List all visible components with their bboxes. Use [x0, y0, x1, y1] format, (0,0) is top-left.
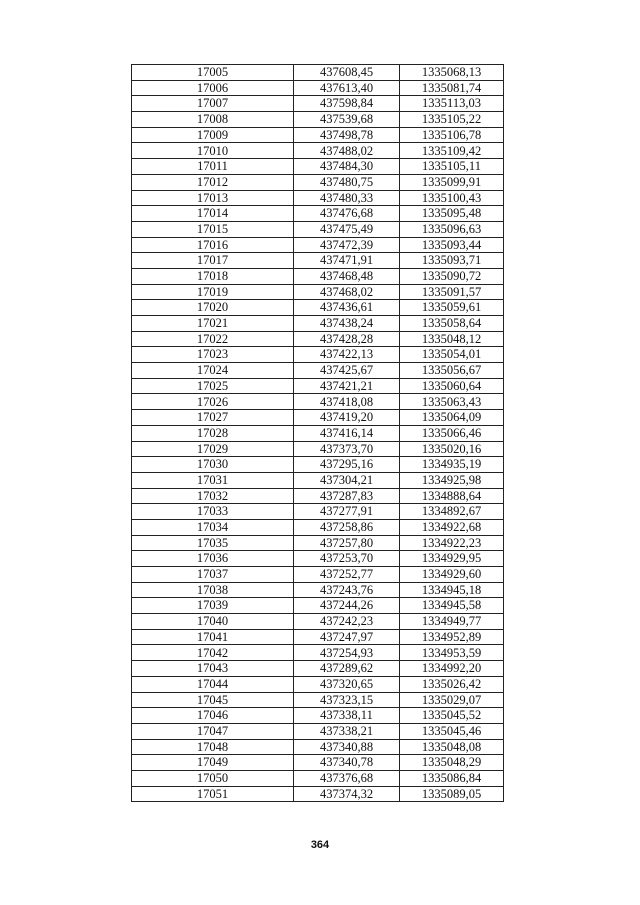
table-row	[132, 457, 504, 473]
y-coordinate-cell: 1335020,16	[400, 441, 504, 457]
point-number-cell: 17011	[132, 159, 294, 175]
x-coordinate-cell: 437244,26	[294, 598, 400, 614]
table-row	[132, 347, 504, 363]
x-coordinate-cell: 437304,21	[294, 472, 400, 488]
point-number-cell: 17006	[132, 80, 294, 96]
y-coordinate-cell: 1335109,42	[400, 143, 504, 159]
x-coordinate-cell: 437419,20	[294, 410, 400, 426]
table-row	[132, 770, 504, 786]
point-number-cell: 17050	[132, 770, 294, 786]
table-row	[132, 80, 504, 96]
point-number-cell: 17031	[132, 472, 294, 488]
y-coordinate-cell: 1335105,22	[400, 112, 504, 128]
x-coordinate-cell: 437498,78	[294, 127, 400, 143]
point-number-cell: 17023	[132, 347, 294, 363]
table-row	[132, 410, 504, 426]
point-number-cell: 17027	[132, 410, 294, 426]
x-coordinate-cell: 437488,02	[294, 143, 400, 159]
point-number-cell: 17021	[132, 316, 294, 332]
x-coordinate-cell: 437468,48	[294, 268, 400, 284]
x-coordinate-cell: 437258,86	[294, 519, 400, 535]
point-number-cell: 17051	[132, 786, 294, 802]
point-number-cell: 17029	[132, 441, 294, 457]
table-row	[132, 112, 504, 128]
x-coordinate-cell: 437320,65	[294, 676, 400, 692]
x-coordinate-cell: 437254,93	[294, 645, 400, 661]
x-coordinate-cell: 437438,24	[294, 316, 400, 332]
y-coordinate-cell: 1335099,91	[400, 174, 504, 190]
point-number-cell: 17045	[132, 692, 294, 708]
y-coordinate-cell: 1335059,61	[400, 300, 504, 316]
x-coordinate-cell: 437484,30	[294, 159, 400, 175]
y-coordinate-cell: 1335048,12	[400, 331, 504, 347]
point-number-cell: 17012	[132, 174, 294, 190]
y-coordinate-cell: 1334925,98	[400, 472, 504, 488]
point-number-cell: 17042	[132, 645, 294, 661]
x-coordinate-cell: 437422,13	[294, 347, 400, 363]
table-row	[132, 441, 504, 457]
point-number-cell: 17014	[132, 206, 294, 222]
table-row	[132, 127, 504, 143]
y-coordinate-cell: 1335029,07	[400, 692, 504, 708]
y-coordinate-cell: 1335045,46	[400, 723, 504, 739]
point-number-cell: 17017	[132, 253, 294, 269]
x-coordinate-cell: 437613,40	[294, 80, 400, 96]
x-coordinate-cell: 437471,91	[294, 253, 400, 269]
table-row	[132, 96, 504, 112]
x-coordinate-cell: 437338,11	[294, 708, 400, 724]
table-row	[132, 206, 504, 222]
table-row	[132, 174, 504, 190]
x-coordinate-cell: 437598,84	[294, 96, 400, 112]
point-number-cell: 17028	[132, 425, 294, 441]
y-coordinate-cell: 1335026,42	[400, 676, 504, 692]
y-coordinate-cell: 1335068,13	[400, 65, 504, 81]
x-coordinate-cell: 437472,39	[294, 237, 400, 253]
point-number-cell: 17036	[132, 551, 294, 567]
table-row	[132, 253, 504, 269]
point-number-cell: 17044	[132, 676, 294, 692]
y-coordinate-cell: 1335086,84	[400, 770, 504, 786]
y-coordinate-cell: 1335106,78	[400, 127, 504, 143]
x-coordinate-cell: 437373,70	[294, 441, 400, 457]
table-row	[132, 143, 504, 159]
x-coordinate-cell: 437418,08	[294, 394, 400, 410]
point-number-cell: 17022	[132, 331, 294, 347]
x-coordinate-cell: 437287,83	[294, 488, 400, 504]
point-number-cell: 17009	[132, 127, 294, 143]
table-row	[132, 567, 504, 583]
y-coordinate-cell: 1335113,03	[400, 96, 504, 112]
point-number-cell: 17008	[132, 112, 294, 128]
table-row	[132, 190, 504, 206]
y-coordinate-cell: 1335093,44	[400, 237, 504, 253]
point-number-cell: 17038	[132, 582, 294, 598]
table-row	[132, 661, 504, 677]
table-row	[132, 316, 504, 332]
x-coordinate-cell: 437289,62	[294, 661, 400, 677]
y-coordinate-cell: 1335064,09	[400, 410, 504, 426]
y-coordinate-cell: 1334945,58	[400, 598, 504, 614]
point-number-cell: 17035	[132, 535, 294, 551]
point-number-cell: 17046	[132, 708, 294, 724]
point-number-cell: 17026	[132, 394, 294, 410]
y-coordinate-cell: 1334892,67	[400, 504, 504, 520]
point-number-cell: 17040	[132, 614, 294, 630]
x-coordinate-cell: 437374,32	[294, 786, 400, 802]
point-number-cell: 17048	[132, 739, 294, 755]
table-row	[132, 65, 504, 81]
y-coordinate-cell: 1334888,64	[400, 488, 504, 504]
y-coordinate-cell: 1334949,77	[400, 614, 504, 630]
point-number-cell: 17024	[132, 363, 294, 379]
table-row	[132, 394, 504, 410]
table-row	[132, 614, 504, 630]
point-number-cell: 17005	[132, 65, 294, 81]
y-coordinate-cell: 1334953,59	[400, 645, 504, 661]
point-number-cell: 17016	[132, 237, 294, 253]
point-number-cell: 17018	[132, 268, 294, 284]
x-coordinate-cell: 437480,75	[294, 174, 400, 190]
x-coordinate-cell: 437295,16	[294, 457, 400, 473]
table-row	[132, 504, 504, 520]
table-row	[132, 535, 504, 551]
table-row	[132, 378, 504, 394]
x-coordinate-cell: 437425,67	[294, 363, 400, 379]
point-number-cell: 17013	[132, 190, 294, 206]
table-row	[132, 598, 504, 614]
x-coordinate-cell: 437476,68	[294, 206, 400, 222]
table-row	[132, 629, 504, 645]
point-number-cell: 17019	[132, 284, 294, 300]
x-coordinate-cell: 437277,91	[294, 504, 400, 520]
y-coordinate-cell: 1334992,20	[400, 661, 504, 677]
table-row	[132, 488, 504, 504]
table-row	[132, 159, 504, 175]
y-coordinate-cell: 1335096,63	[400, 221, 504, 237]
point-number-cell: 17037	[132, 567, 294, 583]
x-coordinate-cell: 437608,45	[294, 65, 400, 81]
x-coordinate-cell: 437428,28	[294, 331, 400, 347]
table-row	[132, 519, 504, 535]
table-row	[132, 582, 504, 598]
y-coordinate-cell: 1334952,89	[400, 629, 504, 645]
y-coordinate-cell: 1335095,48	[400, 206, 504, 222]
y-coordinate-cell: 1335091,57	[400, 284, 504, 300]
point-number-cell: 17047	[132, 723, 294, 739]
y-coordinate-cell: 1334945,18	[400, 582, 504, 598]
x-coordinate-cell: 437340,78	[294, 755, 400, 771]
x-coordinate-cell: 437257,80	[294, 535, 400, 551]
point-number-cell: 17010	[132, 143, 294, 159]
table-row	[132, 551, 504, 567]
y-coordinate-cell: 1335089,05	[400, 786, 504, 802]
x-coordinate-cell: 437243,76	[294, 582, 400, 598]
y-coordinate-cell: 1335093,71	[400, 253, 504, 269]
point-number-cell: 17007	[132, 96, 294, 112]
table-row	[132, 676, 504, 692]
x-coordinate-cell: 437539,68	[294, 112, 400, 128]
table-row	[132, 708, 504, 724]
point-number-cell: 17015	[132, 221, 294, 237]
point-number-cell: 17049	[132, 755, 294, 771]
point-number-cell: 17033	[132, 504, 294, 520]
y-coordinate-cell: 1335066,46	[400, 425, 504, 441]
point-number-cell: 17030	[132, 457, 294, 473]
x-coordinate-cell: 437421,21	[294, 378, 400, 394]
table-row	[132, 786, 504, 802]
point-number-cell: 17039	[132, 598, 294, 614]
y-coordinate-cell: 1335081,74	[400, 80, 504, 96]
y-coordinate-cell: 1335045,52	[400, 708, 504, 724]
y-coordinate-cell: 1334935,19	[400, 457, 504, 473]
x-coordinate-cell: 437242,23	[294, 614, 400, 630]
y-coordinate-cell: 1334922,23	[400, 535, 504, 551]
x-coordinate-cell: 437436,61	[294, 300, 400, 316]
y-coordinate-cell: 1335063,43	[400, 394, 504, 410]
table-row	[132, 755, 504, 771]
y-coordinate-cell: 1335105,11	[400, 159, 504, 175]
table-row	[132, 645, 504, 661]
x-coordinate-cell: 437247,97	[294, 629, 400, 645]
y-coordinate-cell: 1335060,64	[400, 378, 504, 394]
table-row	[132, 739, 504, 755]
y-coordinate-cell: 1335056,67	[400, 363, 504, 379]
x-coordinate-cell: 437323,15	[294, 692, 400, 708]
x-coordinate-cell: 437340,88	[294, 739, 400, 755]
point-number-cell: 17020	[132, 300, 294, 316]
x-coordinate-cell: 437480,33	[294, 190, 400, 206]
point-number-cell: 17034	[132, 519, 294, 535]
y-coordinate-cell: 1334929,60	[400, 567, 504, 583]
y-coordinate-cell: 1335048,08	[400, 739, 504, 755]
table-row	[132, 268, 504, 284]
table-row	[132, 221, 504, 237]
table-row	[132, 472, 504, 488]
table-row	[132, 692, 504, 708]
y-coordinate-cell: 1335100,43	[400, 190, 504, 206]
x-coordinate-cell: 437253,70	[294, 551, 400, 567]
x-coordinate-cell: 437475,49	[294, 221, 400, 237]
table-row	[132, 723, 504, 739]
point-number-cell: 17032	[132, 488, 294, 504]
table-row	[132, 425, 504, 441]
y-coordinate-cell: 1334929,95	[400, 551, 504, 567]
table-row	[132, 237, 504, 253]
y-coordinate-cell: 1335054,01	[400, 347, 504, 363]
table-row	[132, 331, 504, 347]
y-coordinate-cell: 1335048,29	[400, 755, 504, 771]
coordinates-table	[131, 64, 504, 802]
coordinates-table-body	[132, 65, 504, 802]
point-number-cell: 17041	[132, 629, 294, 645]
y-coordinate-cell: 1334922,68	[400, 519, 504, 535]
point-number-cell: 17025	[132, 378, 294, 394]
y-coordinate-cell: 1335090,72	[400, 268, 504, 284]
x-coordinate-cell: 437338,21	[294, 723, 400, 739]
page-number: 364	[310, 839, 330, 851]
x-coordinate-cell: 437468,02	[294, 284, 400, 300]
x-coordinate-cell: 437252,77	[294, 567, 400, 583]
x-coordinate-cell: 437416,14	[294, 425, 400, 441]
table-row	[132, 300, 504, 316]
table-row	[132, 363, 504, 379]
x-coordinate-cell: 437376,68	[294, 770, 400, 786]
y-coordinate-cell: 1335058,64	[400, 316, 504, 332]
table-row	[132, 284, 504, 300]
point-number-cell: 17043	[132, 661, 294, 677]
